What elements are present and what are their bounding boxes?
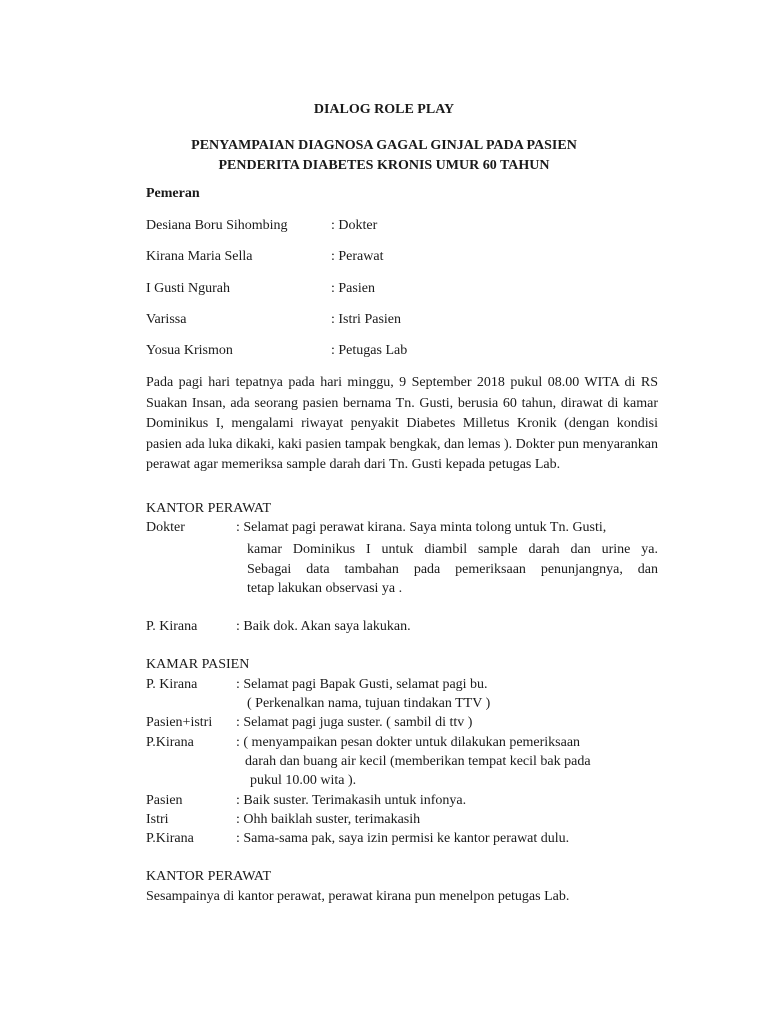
dialog-line: darah dan buang air kecil (memberikan tempat kecil bak pada: [245, 754, 591, 769]
dialog-line: : Selamat pagi Bapak Gusti, selamat pagi bu.: [236, 677, 488, 692]
cast-name: Varissa: [146, 312, 187, 327]
dialog-line: pukul 10.00 wita ).: [250, 773, 357, 788]
cast-role: : Istri Pasien: [331, 312, 401, 327]
dialog-speaker: P. Kirana: [146, 619, 198, 634]
scene-title: KANTOR PERAWAT: [146, 501, 272, 516]
dialog-speaker: P.Kirana: [146, 735, 194, 750]
dialog-line: : Selamat pagi perawat kirana. Saya minta tolong untuk Tn. Gusti,: [236, 520, 607, 535]
dialog-line: Sebagai data tambahan pada pemeriksaan penunjangnya, dan: [247, 561, 658, 577]
dialog-line: : Baik suster. Terimakasih untuk infonya.: [236, 793, 467, 808]
dialog-line: : ( menyampaikan pesan dokter untuk dilakukan pemeriksaan: [236, 735, 581, 750]
dialog-speaker: Istri: [146, 812, 169, 827]
dialog-speaker: Dokter: [146, 520, 185, 535]
subtitle-line-2: PENDERITA DIABETES KRONIS UMUR 60 TAHUN: [218, 158, 550, 173]
scene-title: KANTOR PERAWAT: [146, 869, 272, 884]
cast-name: Yosua Krismon: [146, 343, 233, 358]
cast-name: Desiana Boru Sihombing: [146, 218, 288, 233]
dialog-line: kamar Dominikus I untuk diambil sample darah dan urine ya.: [247, 542, 658, 557]
document-title: DIALOG ROLE PLAY: [313, 102, 455, 117]
cast-role: : Dokter: [331, 218, 378, 233]
subtitle-line-1: PENYAMPAIAN DIAGNOSA GAGAL GINJAL PADA PASIEN: [191, 138, 577, 153]
cast-name: Kirana Maria Sella: [146, 249, 253, 264]
cast-role: : Perawat: [331, 249, 384, 264]
dialog-line: : Selamat pagi juga suster. ( sambil di ttv ): [236, 715, 473, 730]
dialog-line: : Ohh baiklah suster, terimakasih: [236, 812, 421, 827]
dialog-speaker: Pasien: [146, 793, 183, 808]
dialog-speaker: Pasien+istri: [146, 715, 213, 730]
dialog-line: ( Perkenalkan nama, tujuan tindakan TTV ): [247, 696, 491, 711]
narration-line: Sesampainya di kantor perawat, perawat kirana pun menelpon petugas Lab.: [146, 889, 570, 904]
cast-role: : Petugas Lab: [331, 343, 408, 358]
dialog-speaker: P.Kirana: [146, 831, 194, 846]
dialog-line: : Sama-sama pak, saya izin permisi ke kantor perawat dulu.: [236, 831, 570, 846]
dialog-line: tetap lakukan observasi ya .: [247, 581, 403, 596]
dialog-continuation: [247, 540, 658, 599]
dialog-speaker: P. Kirana: [146, 677, 198, 692]
cast-role: : Pasien: [331, 281, 375, 296]
dialog-line: : Baik dok. Akan saya lakukan.: [236, 619, 411, 634]
cast-heading: Pemeran: [146, 186, 200, 201]
document-subtitle: [0, 136, 768, 176]
scene-title: KAMAR PASIEN: [146, 657, 250, 672]
narrative-paragraph: Pada pagi hari tepatnya pada hari minggu, 9 September 2018 pukul 08.00 WITA di RS Suakan Insan, ada seorang pasien bernama Tn. Gusti, berusia 60 tahun, dirawat di kamar Dominikus I, mengalami riwayat penyakit Diabetes Milletus Kronik (dengan kondisi pasien ada luka dikaki, kaki pasien tampak bengkak, dan lemas ). Dokter pun menyarankan perawat agar memeriksa sample darah dari Tn. Gusti kepada petugas Lab.: [146, 375, 658, 473]
cast-name: I Gusti Ngurah: [146, 281, 230, 296]
